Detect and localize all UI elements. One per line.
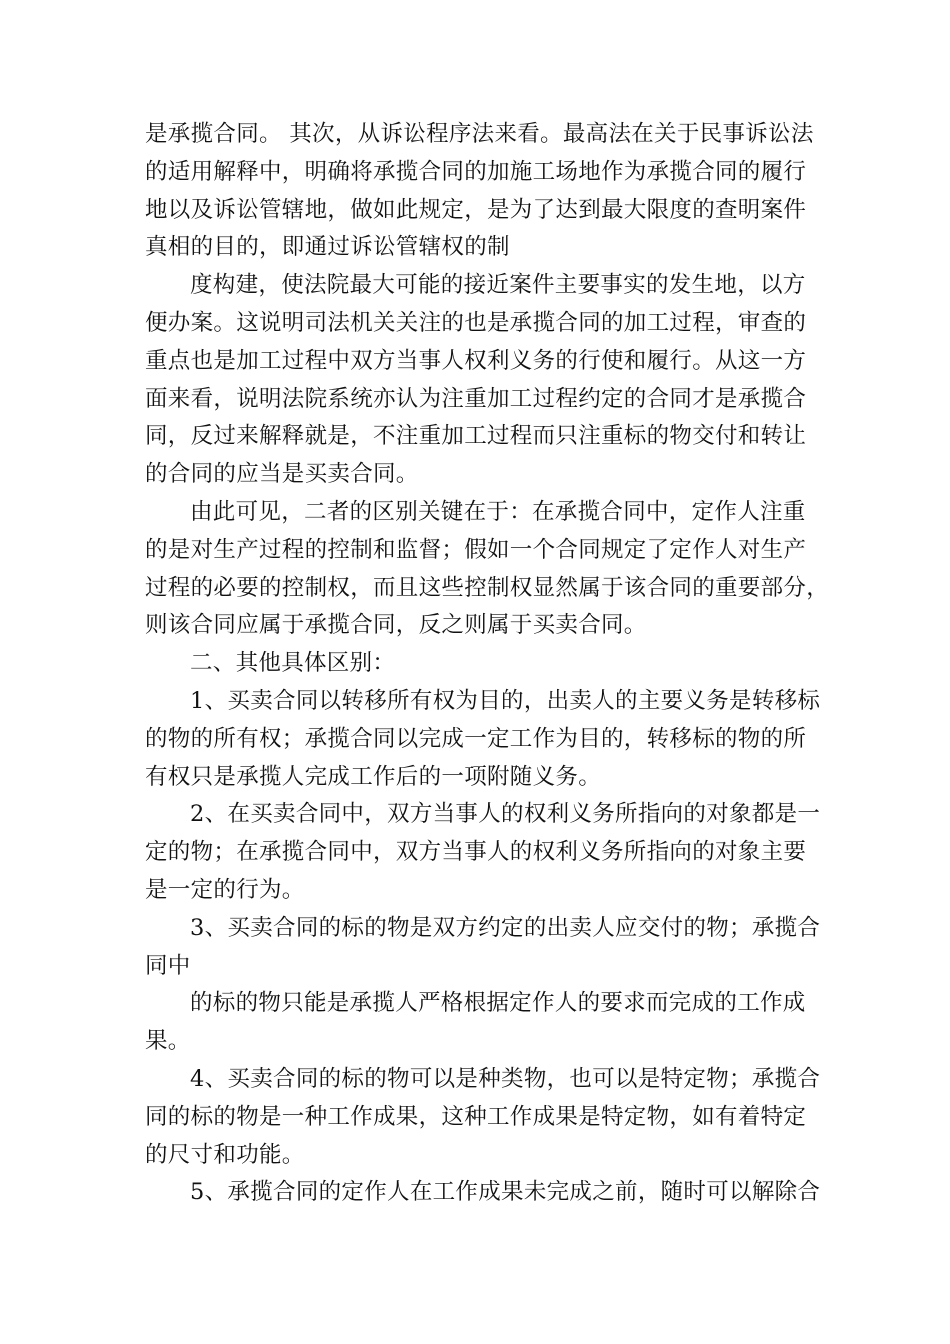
paragraph-line: 果。	[145, 1028, 191, 1055]
paragraph-item-3-continued	[145, 985, 809, 1061]
paragraph-line: 2、在买卖合同中，双方当事人的权利义务所指向的对象都是一	[190, 801, 821, 828]
paragraph-line: 的物的所有权；承揽合同以完成一定工作为目的，转移标的物的所	[145, 725, 807, 752]
paragraph-line: 定的物；在承揽合同中，双方当事人的权利义务所指向的对象主要	[145, 839, 807, 866]
paragraph-line: 度构建，使法院最大可能的接近案件主要事实的发生地，以方	[190, 272, 806, 299]
paragraph-line: 便办案。这说明司法机关关注的也是承揽合同的加工过程，审查的	[145, 309, 807, 336]
paragraph-line: 的适用解释中，明确将承揽合同的加施工场地作为承揽合同的履行	[145, 158, 807, 185]
paragraph-line: 的尺寸和功能。	[145, 1141, 305, 1168]
paragraph-line: 重点也是加工过程中双方当事人权利义务的行使和履行。从这一方	[145, 347, 807, 374]
paragraph-line: 有权只是承揽人完成工作后的一项附随义务。	[145, 763, 602, 790]
paragraph-1	[145, 116, 814, 267]
paragraph-line: 是一定的行为。	[145, 876, 305, 903]
paragraph-line: 5、承揽合同的定作人在工作成果未完成之前，随时可以解除合	[190, 1179, 821, 1206]
paragraph-line: 则该合同应属于承揽合同，反之则属于买卖合同。	[145, 612, 647, 639]
paragraph-item-4	[145, 1061, 821, 1174]
paragraph-item-3	[145, 910, 821, 986]
paragraph-line: 是承揽合同。 其次，从诉讼程序法来看。最高法在关于民事诉讼法	[145, 121, 814, 147]
paragraph-line: 的是对生产过程的控制和监督；假如一个合同规定了定作人对生产	[145, 536, 807, 563]
paragraph-3	[145, 494, 830, 645]
paragraph-line: 4、买卖合同的标的物可以是种类物，也可以是特定物；承揽合	[190, 1065, 821, 1092]
paragraph-item-2	[145, 796, 821, 909]
paragraph-item-1	[145, 683, 821, 796]
paragraph-line: 同中	[145, 952, 191, 979]
paragraph-line: 二、其他具体区别：	[190, 650, 396, 677]
paragraph-line: 面来看，说明法院系统亦认为注重加工过程约定的合同才是承揽合	[145, 385, 807, 412]
paragraph-line: 的标的物只能是承揽人严格根据定作人的要求而完成的工作成	[190, 990, 806, 1017]
paragraph-line: 真相的目的，即通过诉讼管辖权的制	[145, 234, 510, 261]
section-heading	[145, 645, 809, 683]
paragraph-2	[145, 267, 809, 494]
paragraph-line: 的合同的应当是买卖合同。	[145, 461, 419, 488]
paragraph-item-5	[145, 1174, 821, 1212]
paragraph-line: 地以及诉讼管辖地，做如此规定，是为了达到最大限度的查明案件	[145, 196, 807, 223]
paragraph-line: 过程的必要的控制权，而且这些控制权显然属于该合同的重要部分，	[145, 574, 830, 601]
document-body	[145, 116, 830, 1212]
paragraph-line: 1、买卖合同以转移所有权为目的，出卖人的主要义务是转移标	[190, 687, 821, 714]
paragraph-line: 3、买卖合同的标的物是双方约定的出卖人应交付的物；承揽合	[190, 914, 821, 941]
paragraph-line: 同，反过来解释就是，不注重加工过程而只注重标的物交付和转让	[145, 423, 807, 450]
paragraph-line: 由此可见，二者的区别关键在于：在承揽合同中，定作人注重	[190, 498, 806, 525]
paragraph-line: 同的标的物是一种工作成果，这种工作成果是特定物，如有着特定	[145, 1103, 807, 1130]
